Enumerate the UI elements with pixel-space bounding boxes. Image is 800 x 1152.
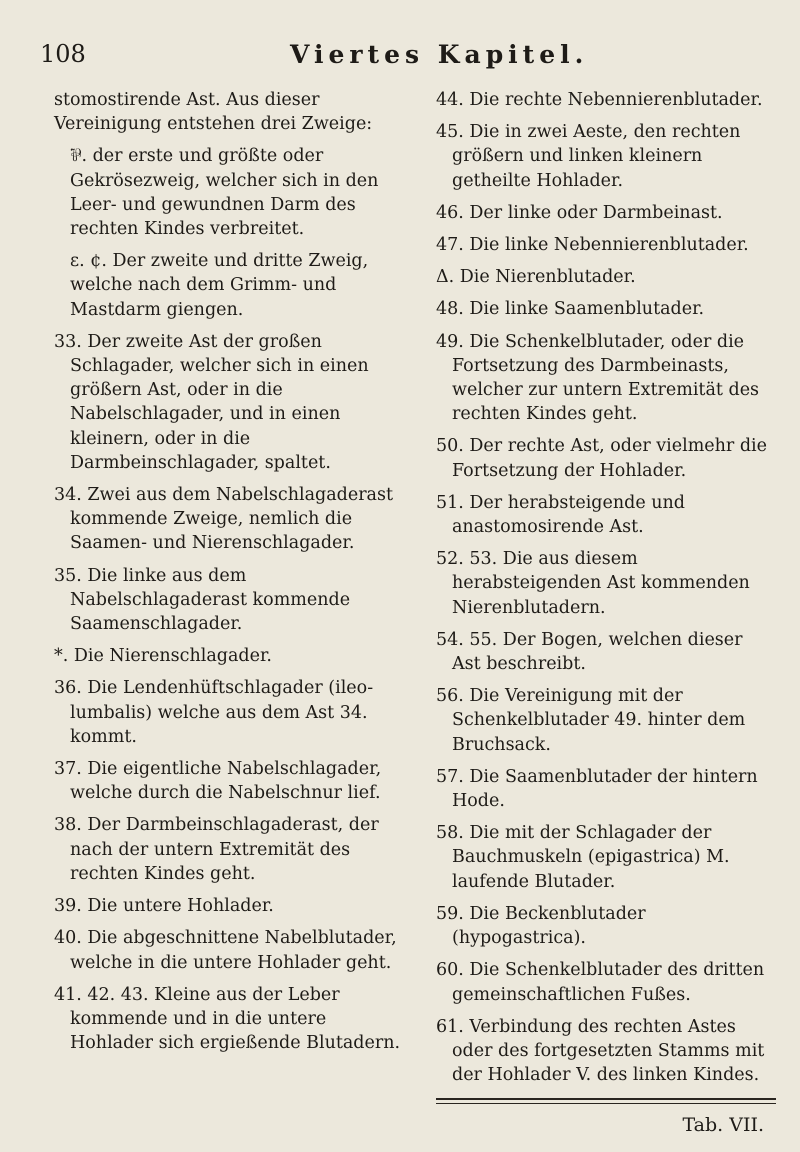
list-item: Δ. Die Nierenblutader. [436, 267, 636, 288]
list-item: 48. Die linke Saamenblutader. [436, 299, 705, 320]
list-item: 44. Die rechte Nebennierenblutader. [436, 90, 763, 110]
list-item: 60. Die Schenkelblutader des dritten gemeinschaftlichen Fußes. [436, 960, 765, 1005]
list-item: 49. Die Schenkelblutader, oder die Fortsetzung des Darmbeinasts, welcher zur untern Extremität des rechten Kindes geht. [436, 331, 760, 425]
catchword: Tab. VII. [682, 1114, 764, 1136]
left-column [54, 88, 406, 1063]
list-item: 33. Der zweite Ast der großen Schlagader, welcher sich in einen größern Ast, oder in die Nabelschlagader, und in einen kleinern, oder in die Darmbeinschlagader, spaltet. [54, 331, 369, 473]
list-item: stomostirende Ast. Aus dieser Vereinigung entstehen drei Zweige: [54, 90, 373, 135]
list-item: *. Die Nierenschlagader. [54, 646, 272, 667]
list-item: 36. Die Lendenhüftschlagader (ileo-lumbalis) welche aus dem Ast 34. kommt. [54, 678, 374, 747]
list-item: 38. Der Darmbeinschlagaderast, der nach der untern Extremität des rechten Kindes geht. [54, 815, 379, 884]
list-item: 37. Die eigentliche Nabelschlagader, welche durch die Nabelschnur lief. [54, 759, 382, 804]
list-item: 51. Der herabsteigende und anastomosirende Ast. [436, 492, 685, 538]
list-item: ɛ. ¢. Der zweite und dritte Zweig, welche nach dem Grimm- und Mastdarm giengen. [70, 251, 369, 320]
list-item: 52. 53. Die aus diesem herabsteigenden Ast kommenden Nierenblutadern. [436, 549, 750, 618]
list-item: 58. Die mit der Schlagader der Bauchmuskeln (epigastrica) M. laufende Blutader. [436, 823, 730, 892]
list-item: 57. Die Saamenblutader der hintern Hode. [436, 766, 758, 812]
list-item: 61. Verbindung des rechten Astes oder des fortgesetzten Stamms mit der Hohlader V. des linken Kindes. [436, 1016, 765, 1086]
list-item: 56. Die Vereinigung mit der Schenkelblutader 49. hinter dem Bruchsack. [436, 686, 746, 755]
list-item: 45. Die in zwei Aeste, den rechten größern und linken kleinern getheilte Hohlader. [436, 122, 741, 191]
right-column [436, 88, 774, 1095]
list-item: 40. Die abgeschnittene Nabelblutader, welche in die untere Hohlader geht. [54, 928, 397, 973]
list-item: 35. Die linke aus dem Nabelschlagaderast kommende Saamenschlagader. [54, 565, 351, 635]
list-item: 34. Zwei aus dem Nabelschlagaderast kommende Zweige, nemlich die Saamen- und Nierenschlagader. [54, 485, 394, 554]
page-header [40, 40, 770, 80]
list-item: 54. 55. Der Bogen, welchen dieser Ast beschreibt. [436, 629, 743, 675]
list-item: ⅌. der erste und größte oder Gekrösezweig, welcher sich in den Leer- und gewundnen Darm des rechten Kindes verbreitet. [70, 146, 379, 240]
footer-rule [436, 1098, 776, 1104]
list-item: 41. 42. 43. Kleine aus der Leber kommende und in die untere Hohlader sich ergießende Blutadern. [54, 984, 401, 1054]
list-item: 39. Die untere Hohlader. [54, 896, 274, 917]
list-item: 47. Die linke Nebennierenblutader. [436, 235, 749, 256]
list-item: 59. Die Beckenblutader (hypogastrica). [436, 903, 646, 949]
list-item: 46. Der linke oder Darmbeinast. [436, 202, 723, 223]
running-title: Viertes Kapitel. [290, 40, 589, 69]
list-item: 50. Der rechte Ast, oder vielmehr die Fortsetzung der Hohlader. [436, 436, 767, 481]
page-number: 108 [40, 40, 86, 68]
